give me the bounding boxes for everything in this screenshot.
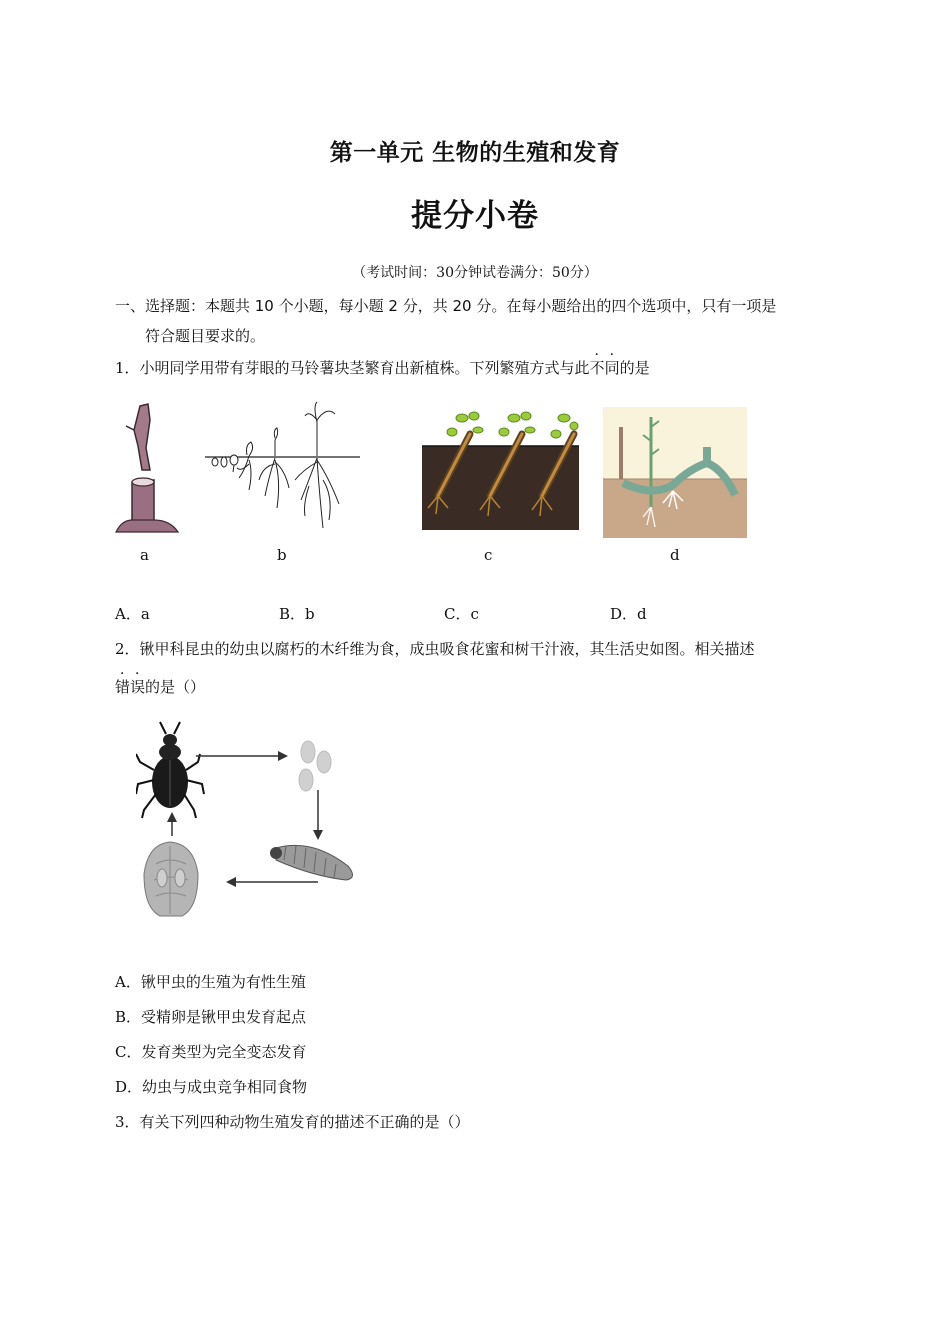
figure-label-d: d (670, 546, 680, 564)
figure-b-seedlings (205, 400, 360, 536)
document-title: 第一单元 生物的生殖和发育 (329, 140, 621, 166)
section-line-2: 符合题目要求的。 (145, 327, 266, 345)
q2-option-c[interactable]: C．发育类型为完全变态发育 (115, 1043, 307, 1061)
figure-label-b: b (277, 546, 287, 564)
document-subtitle: 提分小卷 (411, 198, 539, 234)
question-2-stem-line-1: 2．锹甲科昆虫的幼虫以腐朽的木纤维为食，成虫吸食花蜜和树干汁液，其生活史如图。相关描述 (115, 640, 755, 658)
q1-option-a[interactable]: A．a (115, 605, 150, 623)
section-instructions (115, 291, 840, 351)
figure-a-grafting (112, 400, 184, 536)
figure-label-a: a (140, 546, 149, 564)
question-3-stem: 3．有关下列四种动物生殖发育的描述不正确的是（） (115, 1113, 470, 1131)
beetle-larva-icon (270, 845, 353, 880)
q2-emphasis-2: 误 (130, 678, 146, 696)
figure-beetle-life-cycle (136, 718, 360, 924)
q1-stem-part-a: 1．小明同学用带有芽眼的马铃薯块茎繁育出新植株。下列繁殖方式与此 (115, 359, 590, 377)
q1-stem-part-b: 的是 (619, 359, 650, 377)
q1-emphasis-2: 同 (604, 359, 620, 377)
question-1-stem (115, 357, 650, 378)
beetle-adult-icon (136, 722, 204, 818)
q2-option-b[interactable]: B．受精卵是锹甲虫发育起点 (115, 1008, 307, 1026)
exam-info: （考试时间：30分钟试卷满分：50分） (352, 265, 598, 281)
q2-stem-tail: 的是（） (145, 678, 206, 696)
figure-d-layering (603, 407, 747, 538)
q2-emphasis-1: 错 (115, 678, 131, 696)
beetle-eggs-icon (299, 741, 331, 791)
q2-option-a[interactable]: A．锹甲虫的生殖为有性生殖 (115, 973, 306, 991)
figure-c-cuttings (422, 404, 579, 530)
section-line-1: 一、选择题：本题共 10 个小题，每小题 2 分，共 20 分。在每小题给出的四个选项中，只有一项是 (115, 297, 777, 315)
figure-label-c: c (484, 546, 493, 564)
beetle-pupa-icon (144, 842, 198, 916)
q1-option-b[interactable]: B．b (279, 605, 315, 623)
q1-option-c[interactable]: C．c (444, 605, 479, 623)
q1-emphasis-1: 不 (589, 359, 605, 377)
question-2-stem-line-2 (115, 676, 205, 697)
q1-option-d[interactable]: D．d (610, 605, 647, 623)
q2-option-d[interactable]: D．幼虫与成虫竞争相同食物 (115, 1078, 308, 1096)
